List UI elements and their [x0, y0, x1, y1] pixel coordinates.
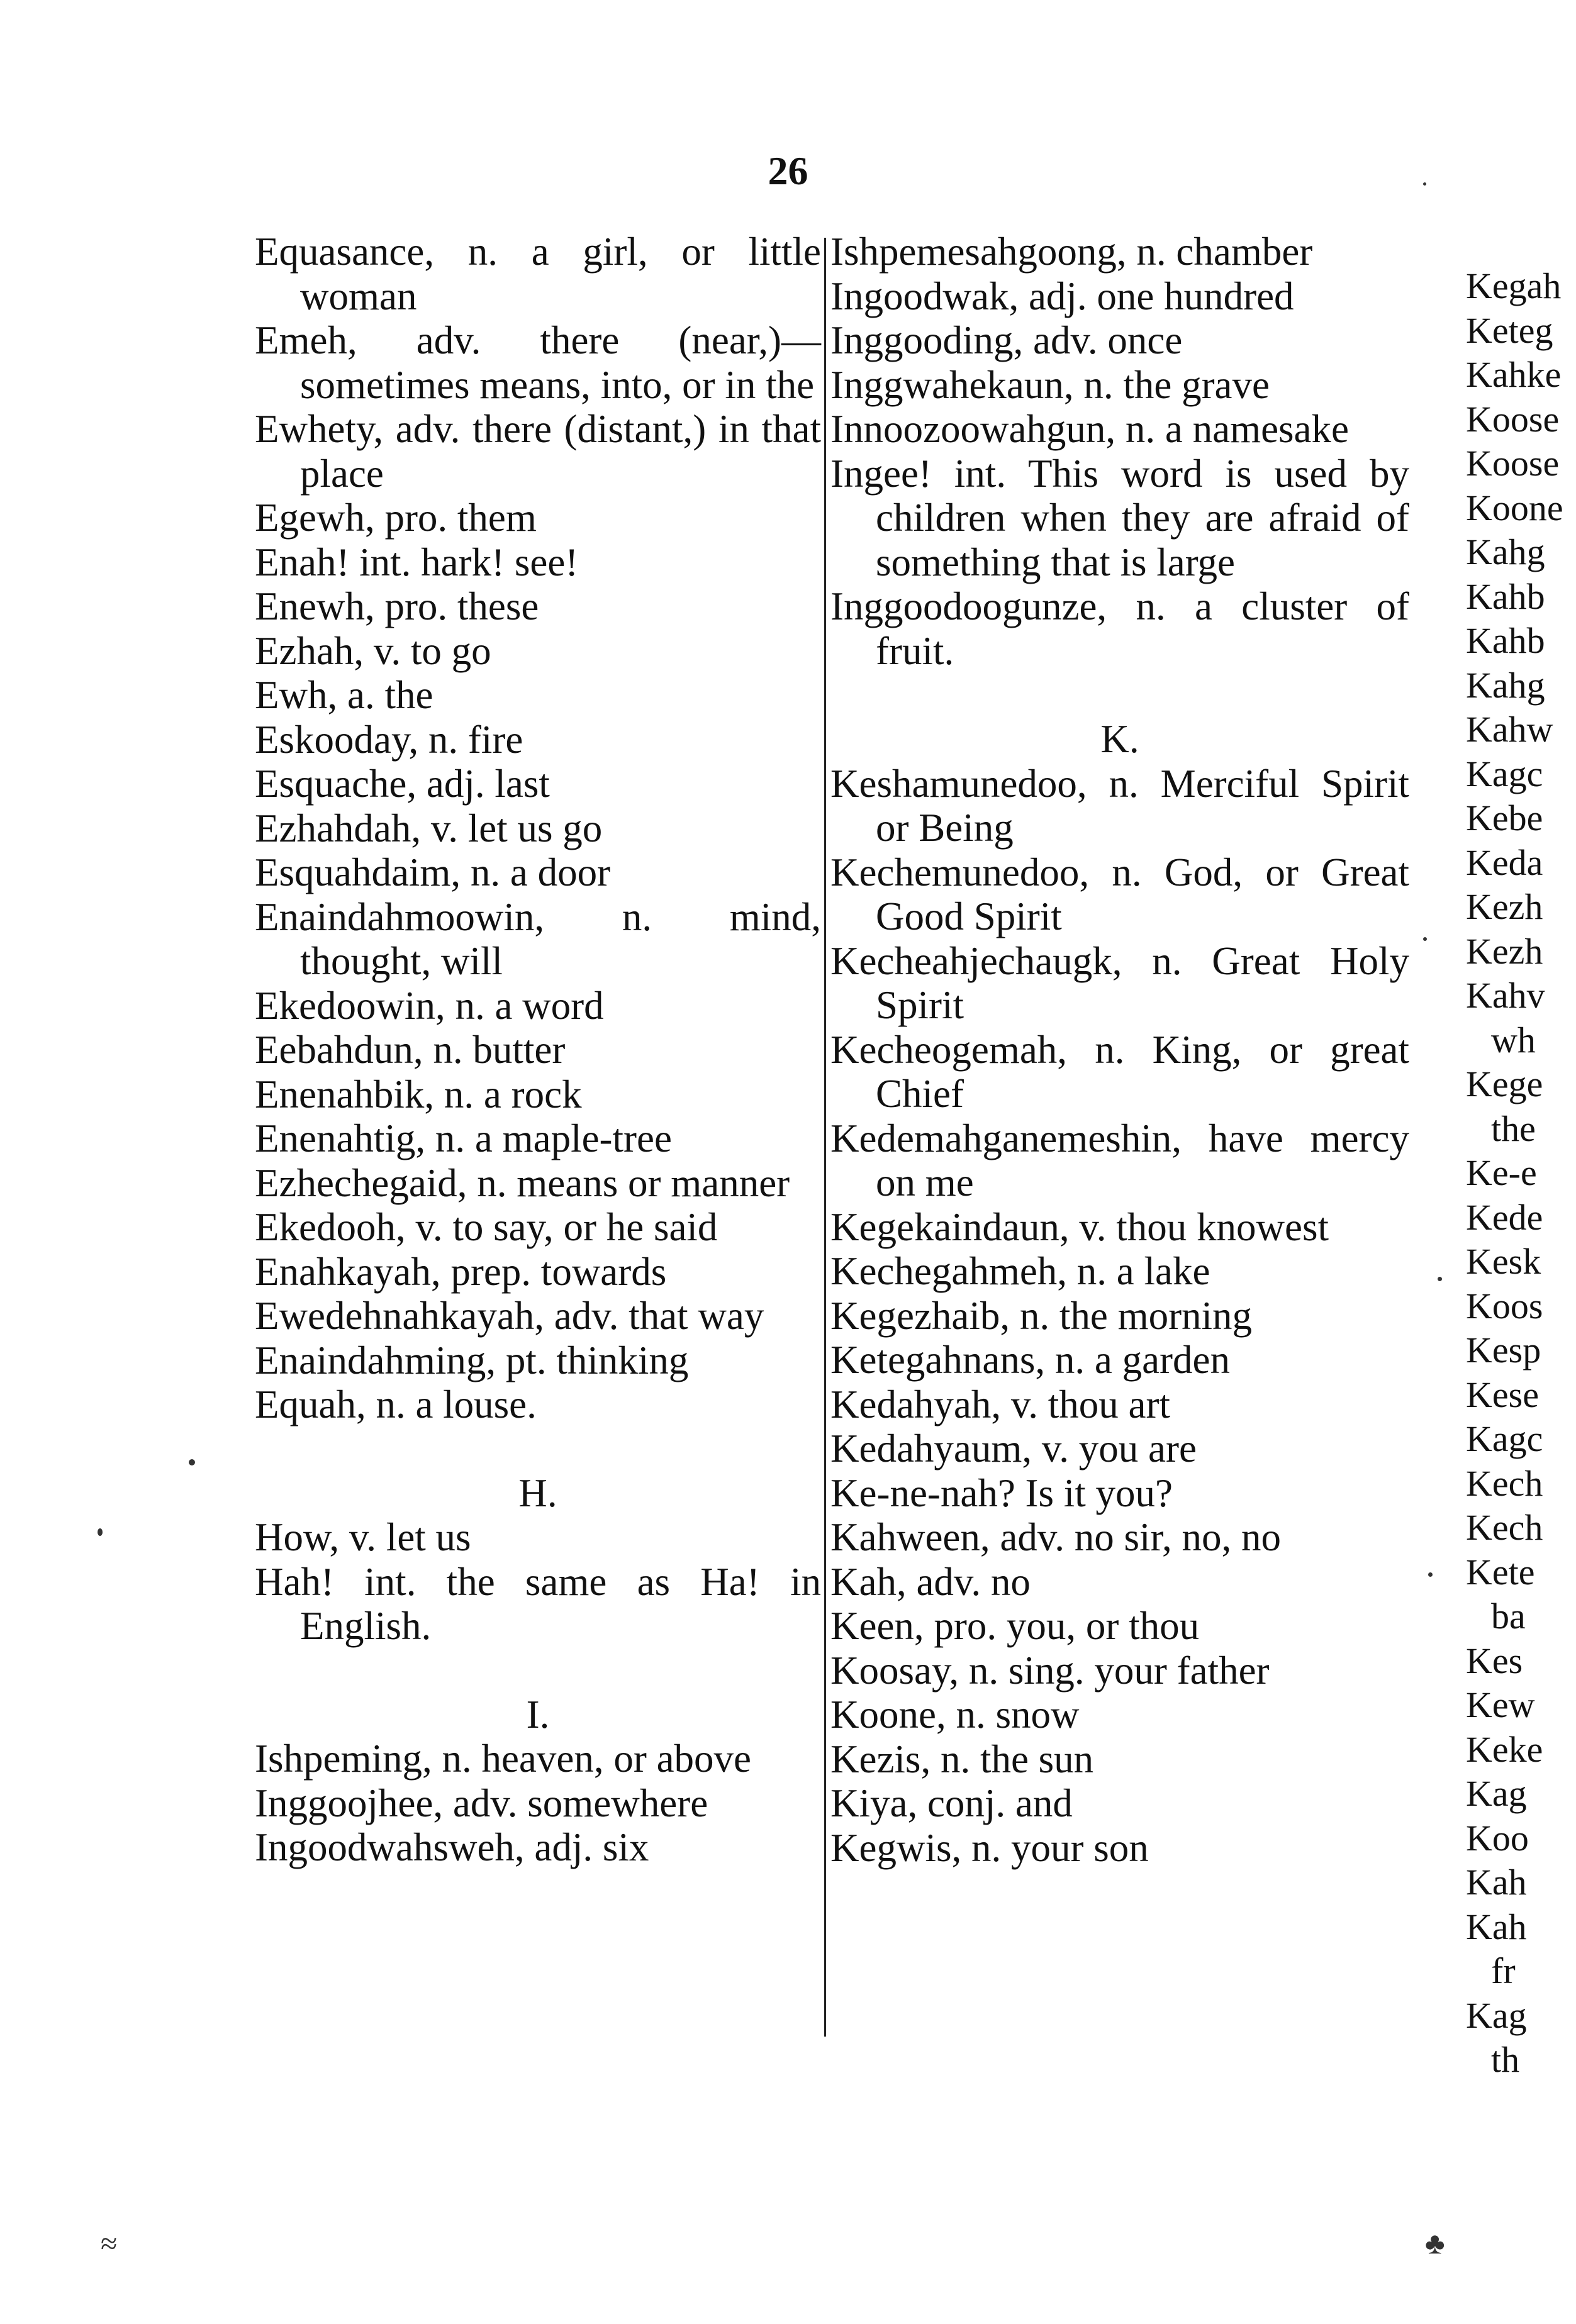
cut-off-entry-fragment: Kahb	[1466, 620, 1545, 661]
dictionary-entry: Ingee! int. This word is used by children when they are afraid of something that is large	[830, 451, 1409, 584]
cut-off-entry-fragment: Kesk	[1466, 1241, 1541, 1282]
dictionary-entry: Innoozoowahgun, n. a namesake	[830, 407, 1349, 451]
cut-off-entry-fragment: wh	[1491, 1019, 1536, 1060]
column-divider	[824, 238, 826, 2037]
ink-speck	[1438, 1277, 1442, 1281]
dictionary-entry: Equah, n. a louse.	[255, 1382, 537, 1426]
dictionary-entry: Equasance, n. a girl, or little woman	[255, 230, 821, 318]
dictionary-entry: Kegezhaib, n. the morning	[830, 1293, 1253, 1338]
cut-off-entry-fragment: Keda	[1466, 842, 1543, 883]
cut-off-entry-fragment: fr	[1491, 1950, 1516, 1991]
cut-off-entry-fragment: Koos	[1466, 1285, 1543, 1326]
ink-speck	[1428, 1572, 1433, 1577]
cut-off-entry-fragment: Kech	[1466, 1462, 1543, 1504]
dictionary-entry: Ishpemesahgoong, n. chamber	[830, 230, 1313, 274]
dictionary-entry: Kegekaindaun, v. thou knowest	[830, 1204, 1329, 1249]
dictionary-entry: Keshamunedoo, n. Merciful Spirit or Being	[830, 761, 1409, 850]
dictionary-entry: Kezis, n. the sun	[830, 1737, 1094, 1781]
dictionary-entry: Kedahyaum, v. you are	[830, 1426, 1197, 1471]
dictionary-entry: Ezhahdah, v. let us go	[255, 806, 603, 850]
dictionary-entry: Kah, adv. no	[830, 1559, 1031, 1604]
cut-off-entry-fragment: Kagc	[1466, 1418, 1543, 1459]
right-dictionary-column	[830, 230, 1409, 1870]
cut-off-entry-fragment: Kege	[1466, 1064, 1543, 1104]
page-number: 26	[768, 148, 808, 193]
cut-off-entry-fragment: Kahw	[1466, 709, 1553, 750]
dictionary-entry: Inggwahekaun, n. the grave	[830, 362, 1270, 407]
cut-off-entry-fragment: Kagc	[1466, 753, 1543, 794]
cut-off-entry-fragment: th	[1491, 2039, 1520, 2080]
dictionary-entry: Egewh, pro. them	[255, 496, 537, 540]
dictionary-entry: Inggooding, adv. once	[830, 318, 1183, 362]
dictionary-entry: Esquache, adj. last	[255, 762, 550, 806]
dictionary-entry: Ezhechegaid, n. means or manner	[255, 1160, 790, 1205]
cut-off-entry-fragment: Koose	[1466, 398, 1560, 440]
cut-off-entry-fragment: Kes	[1466, 1640, 1523, 1681]
dictionary-entry: Ingoodwahsweh, adj. six	[255, 1825, 649, 1869]
cut-off-entry-fragment: Kese	[1466, 1374, 1539, 1415]
dictionary-entry: Enenahtig, n. a maple-tree	[255, 1116, 672, 1160]
dictionary-entry: Eebahdun, n. butter	[255, 1028, 566, 1072]
section-letter-heading: I.	[526, 1692, 550, 1737]
dictionary-entry: Enahkayah, prep. towards	[255, 1249, 667, 1294]
dictionary-entry: Kedemahganemeshin, have mercy on me	[830, 1116, 1409, 1204]
cut-off-entry-fragment: Kahv	[1466, 975, 1545, 1016]
cut-off-entry-fragment: Kahke	[1466, 354, 1562, 395]
dictionary-entry: Inggoojhee, adv. somewhere	[255, 1781, 708, 1825]
dictionary-entry: Kegwis, n. your son	[830, 1825, 1149, 1870]
dictionary-entry: Ekedooh, v. to say, or he said	[255, 1205, 718, 1249]
cut-off-entry-fragment: Kech	[1466, 1507, 1543, 1548]
cut-off-entry-fragment: the	[1491, 1108, 1536, 1149]
dictionary-entry: Ke-ne-nah? Is it you?	[830, 1471, 1173, 1515]
cut-off-entry-fragment: Kesp	[1466, 1330, 1541, 1370]
ink-speck	[1423, 937, 1427, 941]
dictionary-entry: Ewh, a. the	[255, 673, 433, 717]
cut-off-entry-fragment: Kede	[1466, 1196, 1543, 1238]
cut-off-entry-fragment: Keke	[1466, 1728, 1543, 1770]
bottom-right-smudge-mark: ♣	[1425, 2227, 1445, 2260]
dictionary-entry: Inggoodoogunze, n. a cluster of fruit.	[830, 584, 1409, 673]
cut-off-entry-fragment: Kahg	[1466, 664, 1545, 706]
dictionary-entry: Ingoodwak, adj. one hundred	[830, 274, 1294, 318]
dictionary-entry: Enenahbik, n. a rock	[255, 1072, 582, 1116]
cut-off-facing-column	[1466, 264, 1576, 2082]
cut-off-entry-fragment: Kezh	[1466, 886, 1543, 927]
ink-speck	[98, 1528, 103, 1536]
cut-off-entry-fragment: Ke-e	[1466, 1152, 1537, 1193]
cut-off-entry-fragment: Koose	[1466, 443, 1560, 484]
cut-off-entry-fragment: Kahg	[1466, 531, 1545, 572]
dictionary-entry: Esquahdaim, n. a door	[255, 850, 611, 894]
dictionary-entry: Ewhety, adv. there (distant,) in that place	[255, 407, 821, 496]
bottom-left-smudge-mark: ≈	[101, 2227, 118, 2260]
dictionary-entry: Enewh, pro. these	[255, 584, 539, 628]
dictionary-entry: Koosay, n. sing. your father	[830, 1648, 1270, 1693]
cut-off-entry-fragment: Kah	[1466, 1862, 1527, 1903]
cut-off-entry-fragment: Kew	[1466, 1684, 1535, 1725]
cut-off-entry-fragment: Kag	[1466, 1773, 1527, 1814]
ink-speck	[189, 1459, 195, 1465]
dictionary-entry: Keen, pro. you, or thou	[830, 1604, 1200, 1648]
cut-off-entry-fragment: Keteg	[1466, 309, 1553, 351]
dictionary-entry: Enah! int. hark! see!	[255, 540, 579, 584]
dictionary-entry: Hah! int. the same as Ha! in English.	[255, 1559, 821, 1648]
section-letter-heading: H.	[518, 1471, 557, 1515]
cut-off-entry-fragment: Kezh	[1466, 930, 1543, 972]
dictionary-entry: Eskooday, n. fire	[255, 717, 523, 762]
dictionary-entry: Ishpeming, n. heaven, or above	[255, 1737, 752, 1781]
dictionary-entry: Koone, n. snow	[830, 1693, 1080, 1737]
dictionary-entry: Enaindahming, pt. thinking	[255, 1338, 689, 1382]
dictionary-entry: Enaindahmoowin, n. mind, thought, will	[255, 894, 821, 983]
cut-off-entry-fragment: Kah	[1466, 1906, 1527, 1947]
dictionary-entry: Ketegahnans, n. a garden	[830, 1338, 1230, 1382]
dictionary-entry: Ekedoowin, n. a word	[255, 983, 604, 1028]
cut-off-entry-fragment: Koone	[1466, 487, 1563, 528]
dictionary-entry: Ezhah, v. to go	[255, 628, 491, 673]
left-dictionary-column	[255, 230, 821, 1870]
cut-off-entry-fragment: ba	[1491, 1596, 1526, 1637]
cut-off-entry-fragment: Kete	[1466, 1551, 1535, 1593]
dictionary-entry: Kecheahjechaugk, n. Great Holy Spirit	[830, 938, 1409, 1027]
dictionary-entry: Kechegahmeh, n. a lake	[830, 1249, 1210, 1293]
dictionary-entry: Kechemunedoo, n. God, or Great Good Spirit	[830, 850, 1409, 938]
ink-speck	[1423, 182, 1426, 186]
dictionary-entry: Kecheogemah, n. King, or great Chief	[830, 1027, 1409, 1116]
dictionary-entry: Ewedehnahkayah, adv. that way	[255, 1294, 764, 1338]
dictionary-entry: Kiya, conj. and	[830, 1781, 1073, 1825]
dictionary-entry: Kedahyah, v. thou art	[830, 1382, 1170, 1426]
section-letter-heading: K.	[1100, 717, 1139, 761]
dictionary-entry: How, v. let us	[255, 1515, 471, 1559]
cut-off-entry-fragment: Kegah	[1466, 265, 1562, 306]
cut-off-entry-fragment: Kebe	[1466, 798, 1543, 838]
dictionary-entry: Kahween, adv. no sir, no, no	[830, 1515, 1281, 1559]
cut-off-entry-fragment: Kag	[1466, 1994, 1527, 2036]
dictionary-entry: Emeh, adv. there (near,)—sometimes means, into, or in the	[255, 318, 821, 407]
cut-off-entry-fragment: Koo	[1466, 1817, 1529, 1859]
cut-off-entry-fragment: Kahb	[1466, 575, 1545, 617]
